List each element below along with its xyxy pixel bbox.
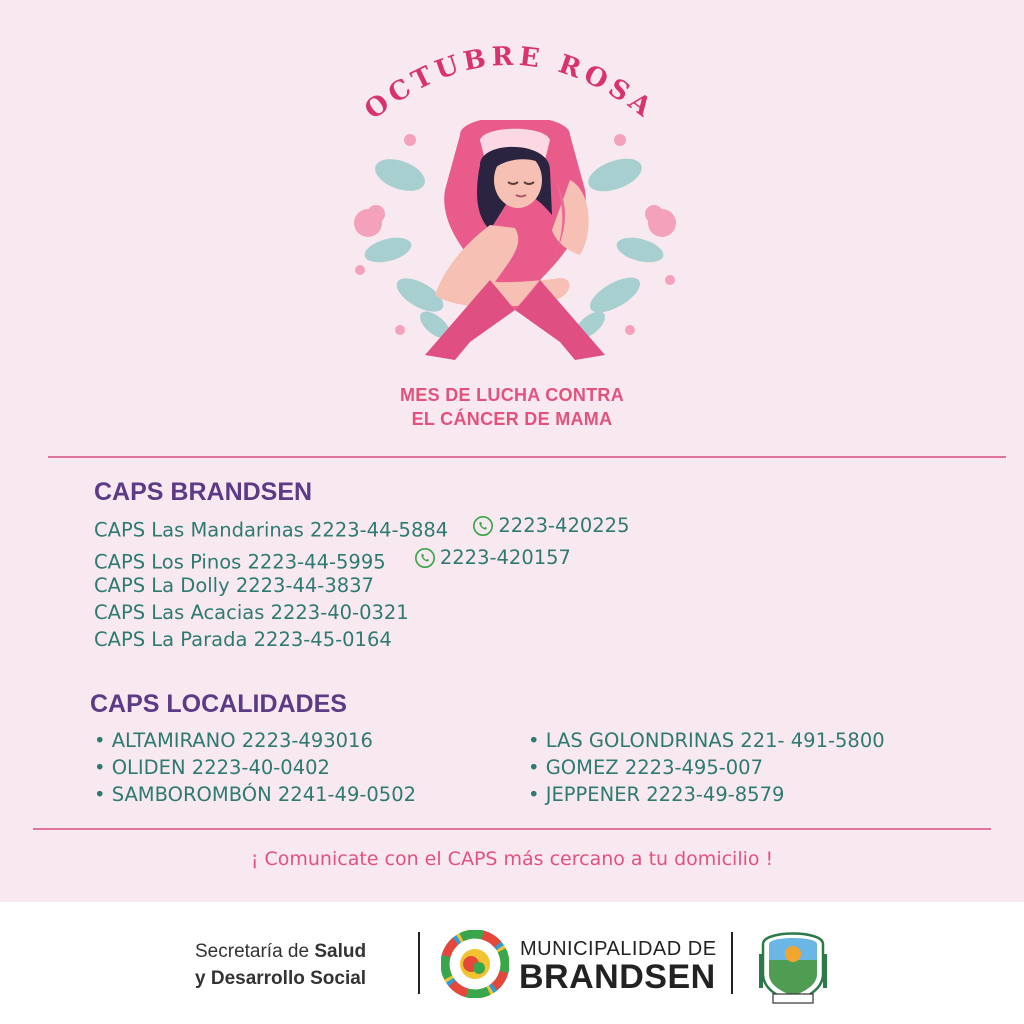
list-item: • JEPPENER 2223-49-8579 (528, 783, 785, 806)
whatsapp-icon (472, 515, 494, 537)
secretaria-salud: Salud (314, 941, 367, 962)
caps-los-pinos: CAPS Los Pinos 2223-44-5995 (94, 550, 386, 574)
caps-la-parada: CAPS La Parada 2223-45-0164 (94, 628, 392, 651)
campaign-subtitle-line2: EL CÁNCER DE MAMA (411, 409, 613, 429)
list-item: • SAMBOROMBÓN 2241-49-0502 (94, 783, 417, 806)
footer-bar (0, 902, 1024, 1024)
list-item: • GOMEZ 2223-495-007 (528, 756, 763, 779)
list-item (94, 514, 629, 542)
caps-las-acacias: CAPS Las Acacias 2223-40-0321 (94, 601, 409, 624)
municipal-logo (441, 930, 509, 998)
brandsen-label: BRANDSEN (519, 958, 716, 996)
list-item: • LAS GOLONDRINAS 221- 491-5800 (528, 729, 885, 752)
divider-bottom (33, 828, 991, 830)
secretaria-line2: y Desarrollo Social (195, 968, 367, 989)
footer-separator (418, 932, 420, 994)
caps-la-dolly: CAPS La Dolly 2223-44-3837 (94, 574, 374, 597)
svg-text:OCTUBRE ROSA: OCTUBRE ROSA (359, 41, 661, 126)
secretaria-logo-text (195, 938, 366, 992)
list-item (94, 546, 571, 574)
campaign-subtitle-line1: MES DE LUCHA CONTRA (399, 385, 625, 405)
pink-ribbon-woman-illustration (340, 120, 690, 380)
list-item: • OLIDEN 2223-40-0402 (94, 756, 330, 779)
caps-brandsen-heading: CAPS BRANDSEN (94, 478, 313, 506)
footer-separator (731, 932, 733, 994)
caps-las-mandarinas: CAPS Las Mandarinas 2223-44-5884 (94, 518, 449, 542)
hero-section (0, 0, 1024, 440)
divider-top (48, 456, 1006, 458)
whatsapp-icon (414, 547, 436, 569)
caps-localidades-heading: CAPS LOCALIDADES (90, 690, 347, 718)
whatsapp-number: 2223-420157 (439, 546, 571, 569)
contact-message: ¡ Comunicate con el CAPS más cercano a tu domicilio ! (250, 848, 774, 870)
secretaria-prefix: Secretaría de (195, 941, 315, 962)
list-item: • ALTAMIRANO 2223-493016 (94, 729, 373, 752)
brandsen-crest (755, 924, 831, 1006)
whatsapp-number: 2223-420225 (498, 514, 630, 537)
municipalidad-label: MUNICIPALIDAD DE (520, 938, 717, 960)
